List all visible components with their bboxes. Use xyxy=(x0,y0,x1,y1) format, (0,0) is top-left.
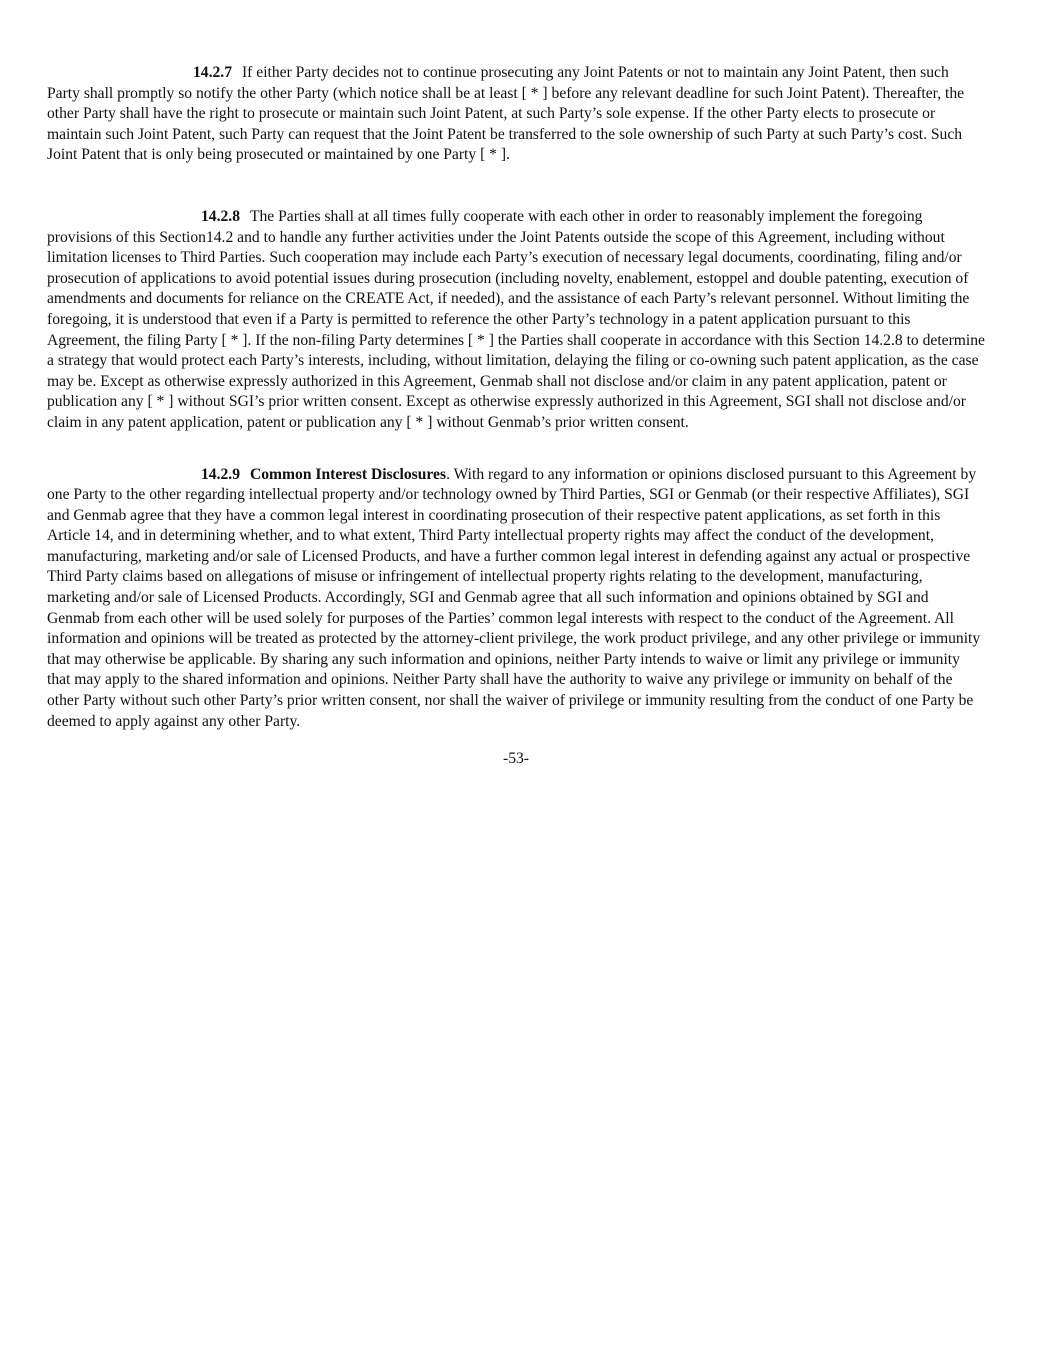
section-number: 14.2.9 xyxy=(201,465,240,483)
section-14-2-9 xyxy=(47,465,985,733)
section-heading-suffix: . xyxy=(446,465,450,483)
section-body: The Parties shall at all times fully cooperate with each other in order to reasonably implement the foregoing provisions of this Section14.2 and to handle any further activities under the Joint Patents outside the scope of this Agreement, including without limitation licenses to Third Parties. Such cooperation may include each Party’s execution of necessary legal documents, coordinating, filing and/or prosecution of applications to avoid potential issues during prosecution (including novelty, enablement, estoppel and double patenting, execution of amendments and documents for reliance on the CREATE Act, if needed), and the assistance of each Party’s relevant personnel. Without limiting the foregoing, it is understood that even if a Party is permitted to reference the other Party’s technology in a patent application pursuant to this Agreement, the filing Party [ * ]. If the non-filing Party determines [ * ] the Parties shall cooperate in accordance with this Section 14.2.8 to determine a strategy that would protect each Party’s interests, including, without limitation, delaying the filing or co-owning such patent application, as the case may be. Except as otherwise expressly authorized in this Agreement, Genmab shall not disclose and/or claim in any patent application, patent or publication any [ * ] without SGI’s prior written consent. Except as otherwise expressly authorized in this Agreement, SGI shall not disclose and/or claim in any patent application, patent or publication any [ * ] without Genmab’s prior written consent. xyxy=(47,207,985,431)
document-page xyxy=(47,63,985,769)
section-14-2-7 xyxy=(47,63,985,166)
section-number: 14.2.8 xyxy=(201,207,240,225)
section-body: With regard to any information or opinions disclosed pursuant to this Agreement by one Party to the other regarding intellectual property and/or technology owned by Third Parties, SGI or Genmab (or their respective Affiliates), SGI and Genmab agree that they have a common legal interest in coordinating prosecution of their respective patent applications, as set forth in this Article 14, and in determining whether, and to what extent, Third Party intellectual property rights may affect the conduct of the development, manufacturing, marketing and/or sale of Licensed Products, and have a further common legal interest in defending against any actual or prospective Third Party claims based on allegations of misuse or infringement of intellectual property rights relating to the development, manufacturing, marketing and/or sale of Licensed Products. Accordingly, SGI and Genmab agree that all such information and opinions obtained by SGI and Genmab from each other will be used solely for purposes of the Parties’ common legal interests with respect to the conduct of the Agreement. All information and opinions will be treated as protected by the attorney-client privilege, the work product privilege, and any other privilege or immunity that may otherwise be applicable. By sharing any such information and opinions, neither Party intends to waive or limit any privilege or immunity that may apply to the shared information and opinions. Neither Party shall have the authority to waive any privilege or immunity on behalf of the other Party without such other Party’s prior written consent, nor shall the waiver of privilege or immunity resulting from the conduct of one Party be deemed to apply against any other Party. xyxy=(47,465,981,730)
section-heading: Common Interest Disclosures xyxy=(249,465,447,483)
section-14-2-8 xyxy=(47,207,985,434)
page-number: -53- xyxy=(503,750,529,768)
section-body: If either Party decides not to continue prosecuting any Joint Patents or not to maintain any Joint Patent, then such Party shall promptly so notify the other Party (which notice shall be at least [ * ] before any relevant deadline for such Joint Patent). Thereafter, the other Party shall have the right to prosecute or maintain such Joint Patent, at such Party’s sole expense. If the other Party elects to prosecute or maintain such Joint Patent, such Party can request that the Joint Patent be transferred to the sole ownership of such Party at such Party’s cost. Such Joint Patent that is only being prosecuted or maintained by one Party [ * ]. xyxy=(47,64,965,164)
section-number: 14.2.7 xyxy=(193,64,232,81)
